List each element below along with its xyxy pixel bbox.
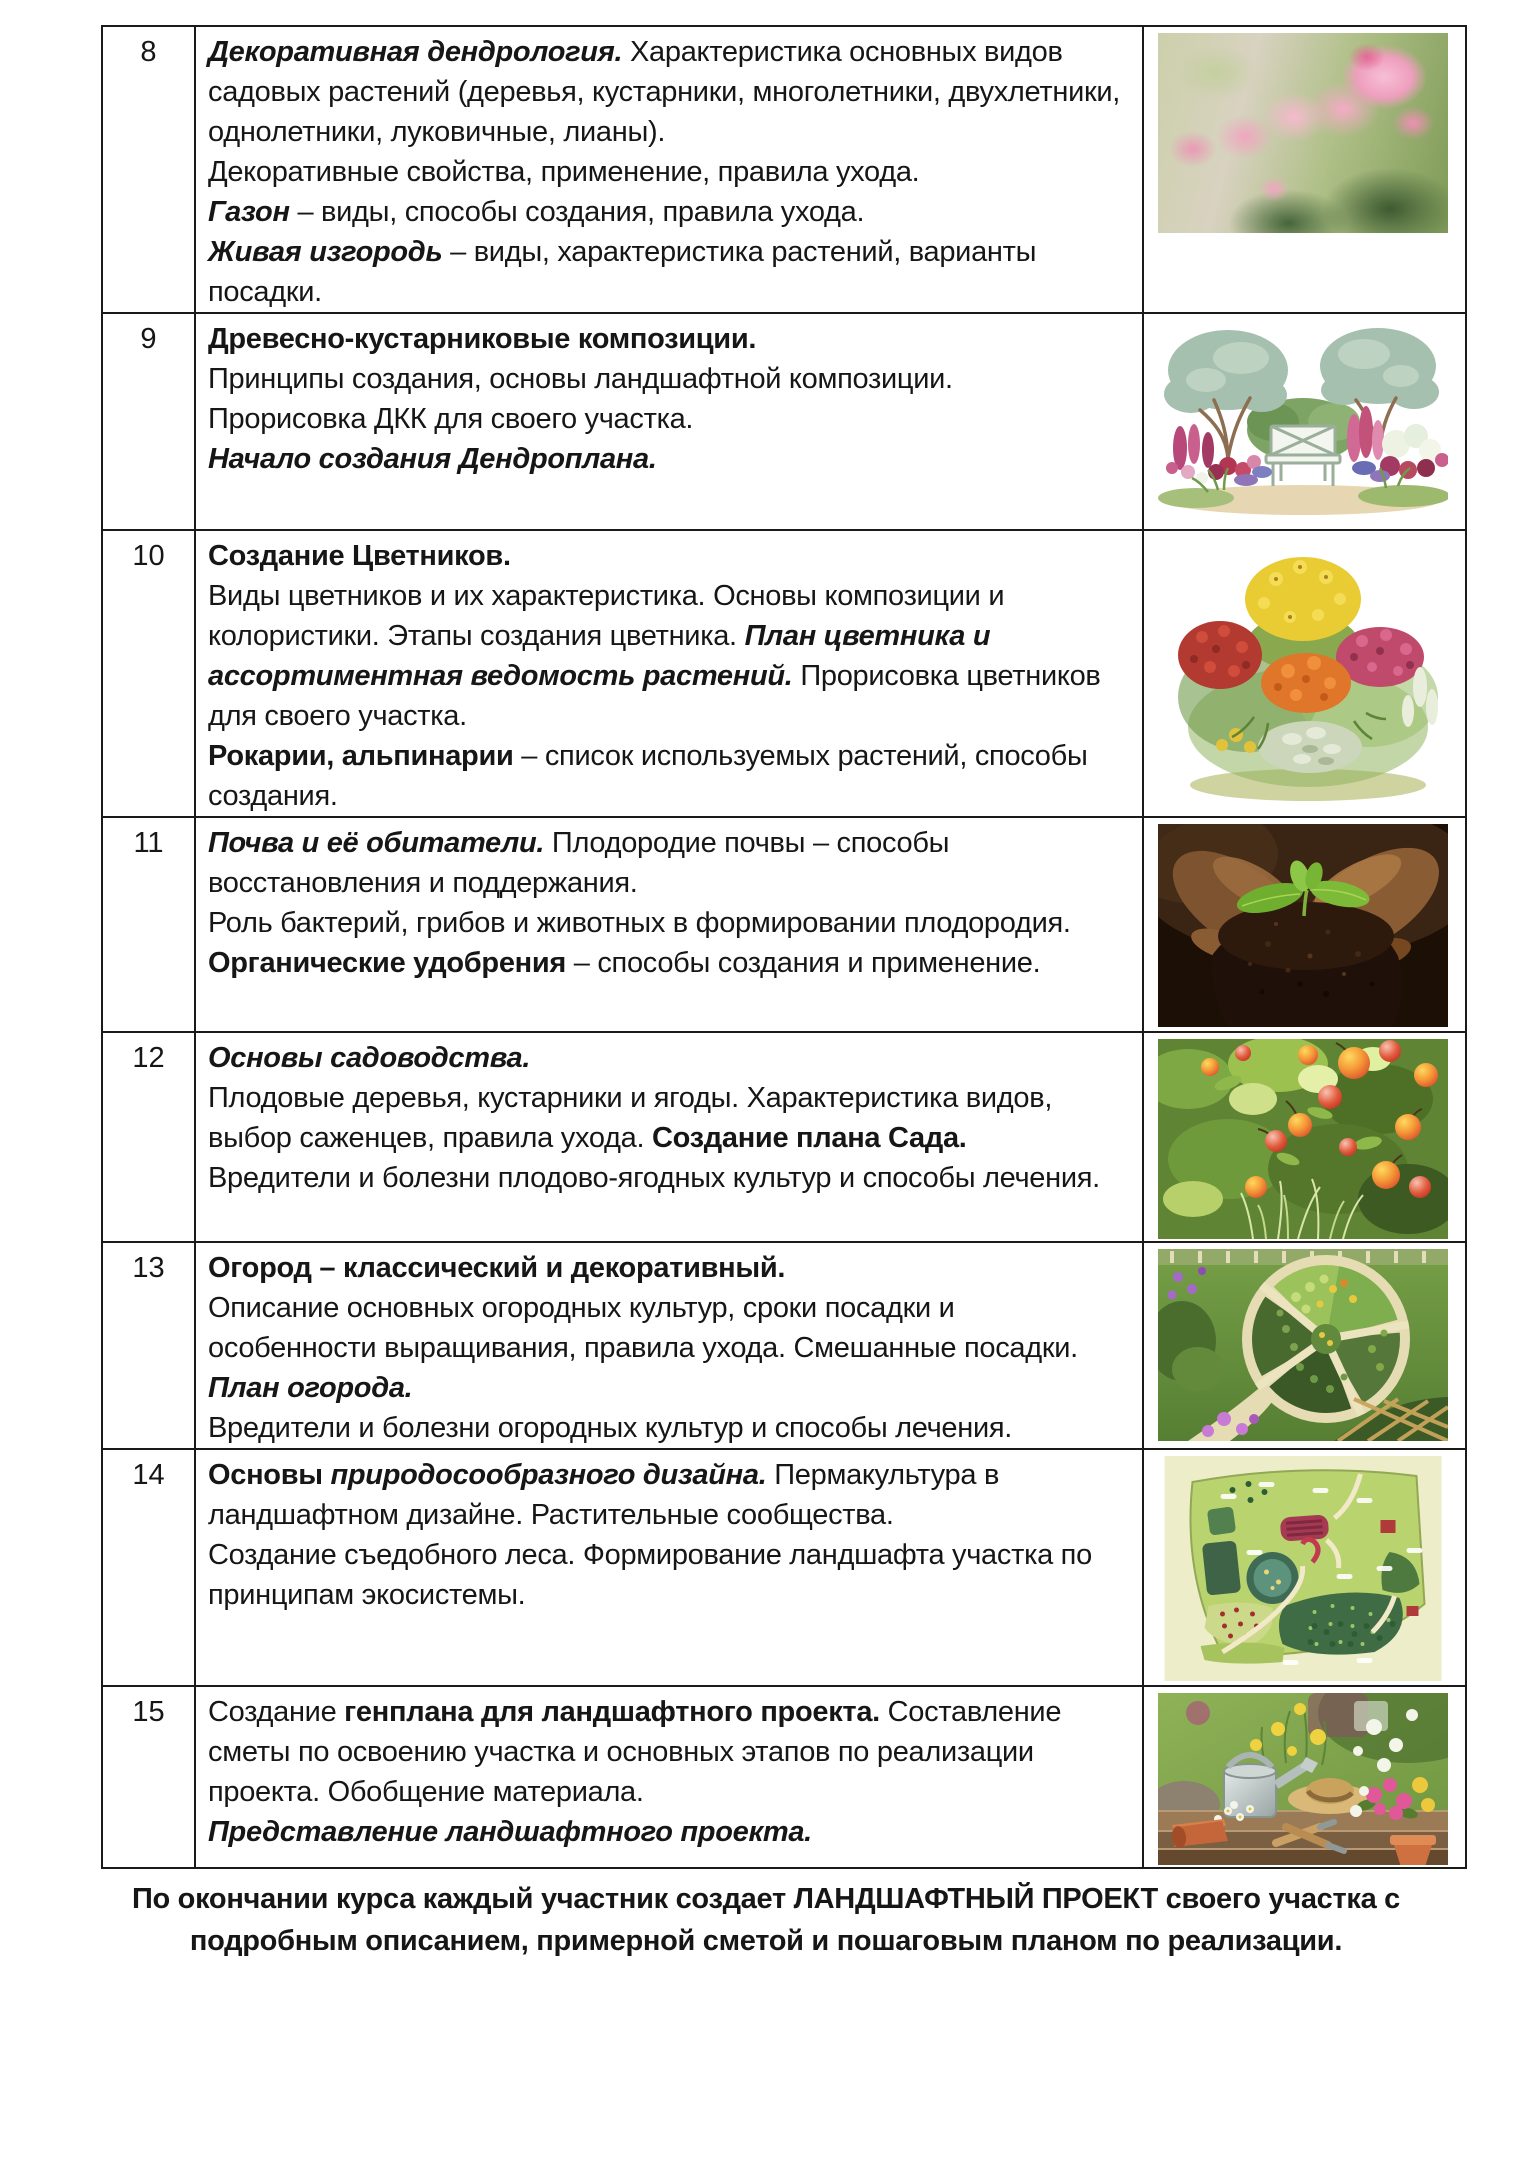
table-row-lesson-10	[102, 530, 1466, 817]
description-paragraph: Основы природосообразного дизайна. Пермакультура в ландшафтном дизайне. Растительные сообщества.	[208, 1459, 1000, 1531]
course-footer-note	[84, 1878, 1448, 1962]
table-row-lesson-9	[102, 313, 1466, 530]
lesson-image-cell	[1143, 1686, 1466, 1868]
description-paragraph: Принципы создания, основы ландшафтной композиции.	[208, 363, 953, 395]
lesson-description	[195, 530, 1143, 817]
description-paragraph: Роль бактерий, грибов и животных в формировании плодородия. Органические удобрения – способы создания и применение.	[208, 907, 1071, 979]
lesson-number: 14	[102, 1449, 195, 1686]
lesson-number: 12	[102, 1032, 195, 1242]
lesson-description	[195, 1686, 1143, 1868]
lesson-number: 11	[102, 817, 195, 1032]
description-paragraph: Создание съедобного леса. Формирование ландшафта участка по принципам экосистемы.	[208, 1539, 1092, 1611]
description-paragraph: Живая изгородь – виды, характеристика растений, варианты посадки.	[208, 236, 1037, 308]
permaculture-site-plan-illustration	[1158, 1456, 1448, 1681]
description-paragraph: Виды цветников и их характеристика. Основы композиции и колористики. Этапы создания цветника. План цветника и ассортиментная ведомость растений. Прорисовка цветников для своего участка.	[208, 580, 1101, 732]
description-paragraph: Прорисовка ДКК для своего участка.	[208, 403, 694, 435]
description-paragraph: Описание основных огородных культур, сроки посадки и особенности выращивания, правила ухода. Смешанные посадки. План огорода.	[208, 1292, 1078, 1404]
lesson-image-cell	[1143, 313, 1466, 530]
lesson-image-cell	[1143, 26, 1466, 313]
description-paragraph: Плодовые деревья, кустарники и ягоды. Характеристика видов, выбор саженцев, правила ухода. Создание плана Сада.	[208, 1082, 1053, 1154]
description-paragraph: Газон – виды, способы создания, правила ухода.	[208, 196, 865, 228]
table-row-lesson-14	[102, 1449, 1466, 1686]
description-paragraph: Вредители и болезни плодово-ягодных культур и способы лечения.	[208, 1162, 1100, 1194]
table-row-lesson-11	[102, 817, 1466, 1032]
lesson-number: 15	[102, 1686, 195, 1868]
description-paragraph: Декоративные свойства, применение, правила ухода.	[208, 156, 920, 188]
description-paragraph: Начало создания Дендроплана.	[208, 443, 657, 475]
lesson-description	[195, 26, 1143, 313]
lesson-number: 10	[102, 530, 195, 817]
course-footer-note-text: По окончании курса каждый участник создает ЛАНДШАФТНЫЙ ПРОЕКТ своего участка с подробным описанием, примерной сметой и пошаговым планом по реализации.	[131, 1883, 1401, 1957]
lesson-image-cell	[1143, 1242, 1466, 1449]
lesson-description	[195, 1449, 1143, 1686]
table-row-lesson-12	[102, 1032, 1466, 1242]
lesson-description	[195, 817, 1143, 1032]
description-paragraph: Создание Цветников.	[208, 540, 511, 572]
lesson-description	[195, 1242, 1143, 1449]
description-paragraph: Древесно-кустарниковые композиции.	[208, 323, 757, 355]
flower-bed-illustration	[1158, 537, 1448, 813]
lesson-image-cell	[1143, 817, 1466, 1032]
lesson-description	[195, 1032, 1143, 1242]
lesson-number: 8	[102, 26, 195, 313]
description-paragraph: Огород – классический и декоративный.	[208, 1252, 786, 1284]
tree-shrub-composition-illustration	[1158, 320, 1448, 526]
description-paragraph: Вредители и болезни огородных культур и способы лечения.	[208, 1412, 1013, 1444]
lesson-image-cell	[1143, 530, 1466, 817]
table-row-lesson-15	[102, 1686, 1466, 1868]
table-row-lesson-13	[102, 1242, 1466, 1449]
lesson-image-cell	[1143, 1032, 1466, 1242]
circular-kitchen-garden-photo	[1158, 1249, 1448, 1441]
course-program-table	[101, 25, 1467, 1869]
description-paragraph: Рокарии, альпинарии – список используемых растений, способы создания.	[208, 740, 1088, 812]
lesson-number: 9	[102, 313, 195, 530]
pink-roses-photo	[1158, 33, 1448, 233]
lesson-description	[195, 313, 1143, 530]
hands-holding-soil-seedling-photo	[1158, 824, 1448, 1027]
fruit-tree-photo	[1158, 1039, 1448, 1239]
description-paragraph: Представление ландшафтного проекта.	[208, 1816, 812, 1848]
description-paragraph: Создание генплана для ландшафтного проекта. Составление сметы по освоению участка и основных этапов по реализации проекта. Обобщение материала.	[208, 1696, 1062, 1808]
description-paragraph: Почва и её обитатели. Плодородие почвы – способы восстановления и поддержания.	[208, 827, 950, 899]
table-row-lesson-8	[102, 26, 1466, 313]
lesson-image-cell	[1143, 1449, 1466, 1686]
lesson-number: 13	[102, 1242, 195, 1449]
garden-tools-flowers-photo	[1158, 1693, 1448, 1865]
description-paragraph: Декоративная дендрология. Характеристика основных видов садовых растений (деревья, кустарники, многолетники, двухлетники, однолетники, луковичные, лианы).	[208, 36, 1121, 148]
description-paragraph: Основы садоводства.	[208, 1042, 531, 1074]
